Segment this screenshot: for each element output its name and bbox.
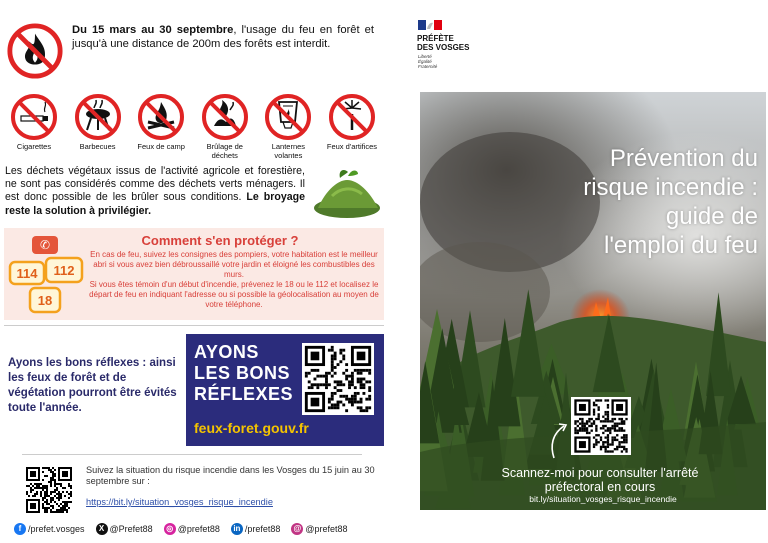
facebook-icon: f xyxy=(14,523,26,535)
social-link[interactable] xyxy=(14,523,85,535)
motto-line: Liberté xyxy=(418,54,432,59)
linkedin-icon: in xyxy=(231,523,243,535)
svg-text:✆: ✆ xyxy=(39,238,51,252)
emergency-number: 112 xyxy=(53,263,75,278)
scan-instruction: Scannez-moi pour consulter l'arrêté préfectoral en cours xyxy=(501,466,699,494)
republic-motto xyxy=(418,54,437,70)
decree-link[interactable]: bit.ly/situation_vosges_risque_incendie xyxy=(529,494,677,504)
forbidden-item xyxy=(4,92,64,160)
reflex-title-line: RÉFLEXES xyxy=(194,384,294,404)
fire-ban-intro: Du 15 mars au 30 septembre, l'usage du feu en forêt et jusqu'à une distance de 200m des forêts est interdit. xyxy=(72,24,374,50)
prefecture-name-line: PRÉFÈTE xyxy=(417,34,454,43)
emergency-number: 114 xyxy=(16,266,38,281)
barbecue-icon xyxy=(73,92,123,142)
instagram-icon: ◎ xyxy=(164,523,176,535)
marianne-logo-icon xyxy=(418,20,442,30)
reflex-qr-code[interactable] xyxy=(302,343,374,415)
motto-line: Égalité xyxy=(418,59,432,65)
forbidden-item-label: Cigarettes xyxy=(16,142,52,151)
social-handle: /prefet.vosges xyxy=(28,524,85,534)
cover-title-line: risque incendie : xyxy=(583,174,758,201)
cover-title xyxy=(500,144,758,260)
reflex-url-link[interactable]: feux-foret.gouv.fr xyxy=(194,420,309,436)
situation-link[interactable]: https://bit.ly/situation_vosges_risque_incendie xyxy=(86,497,273,507)
social-link[interactable] xyxy=(96,523,153,535)
no-fire-icon xyxy=(6,22,64,80)
forbidden-item xyxy=(195,92,255,160)
social-handle: @prefet88 xyxy=(177,524,220,534)
reflex-banner-title xyxy=(194,342,304,405)
vegetal-waste-paragraph: Les déchets végétaux issus de l'activité agricole et forestière, ne sont pas considérés comme des déchets verts ménagers. Il est donc possible de les brûler sous conditions. Le broyage reste la solution à privilégier. xyxy=(5,165,305,217)
fireworks-icon xyxy=(327,92,377,142)
cover-title-line: guide de xyxy=(665,203,758,230)
cover-title-line: l'emploi du feu xyxy=(603,232,758,259)
protection-paragraph-2: Si vous êtes témoin d'un début d'incendie, prévenez le 18 ou le 112 et localisez le départ de feu en indiquant l'adresse ou si possible la géolocalisation au moyen de votre téléphone. xyxy=(89,280,379,309)
forbidden-icons-row xyxy=(4,92,382,160)
protection-paragraph-1: En cas de feu, suivez les consignes des pompiers, votre habitation est le meilleur abri si vous avez bien débroussaillé votre jardin et éloigné les combustibles des murs. xyxy=(90,250,378,279)
prefecture-name-line: DES VOSGES xyxy=(417,43,470,52)
forbidden-item-label: Feux d'artifices xyxy=(326,142,378,151)
forbidden-item-label: Brûlage de déchets xyxy=(206,142,243,160)
forbidden-item xyxy=(258,92,318,160)
forbidden-item-label: Feux de camp xyxy=(137,142,185,151)
curved-arrow-icon xyxy=(548,420,570,460)
social-links xyxy=(14,523,348,535)
protection-title: Comment s'en protéger ? xyxy=(141,233,299,248)
social-handle: @Prefet88 xyxy=(109,524,153,534)
x-icon: X xyxy=(96,523,108,535)
reflex-message: Ayons les bons réflexes : ainsi les feux de forêt et de végétation pourront être évités toute l'année. xyxy=(8,357,177,414)
cigarette-icon xyxy=(9,92,59,142)
situation-text: Suivez la situation du risque incendie dans les Vosges du 15 juin au 30 septembre sur : xyxy=(86,465,375,486)
divider xyxy=(22,454,362,455)
social-link[interactable] xyxy=(164,523,220,535)
threads-icon: @ xyxy=(291,523,303,535)
protection-text xyxy=(86,250,382,310)
divider xyxy=(4,325,384,326)
emergency-number: 18 xyxy=(37,293,53,308)
forbidden-item xyxy=(131,92,191,160)
campfire-icon xyxy=(136,92,186,142)
motto-line: Fraternité xyxy=(418,64,438,70)
forbidden-item xyxy=(322,92,382,160)
reflex-title-line: LES BONS xyxy=(194,363,291,383)
social-handle: /prefet88 xyxy=(244,524,281,534)
prefecture-name xyxy=(417,34,469,52)
mulch-pile-icon xyxy=(312,166,382,221)
forbidden-item-label: Barbecues xyxy=(79,142,116,151)
decree-qr-code[interactable] xyxy=(571,397,631,455)
social-link[interactable] xyxy=(291,523,347,535)
situation-qr-code[interactable] xyxy=(24,465,74,515)
social-link[interactable] xyxy=(231,523,281,535)
sky-lantern-icon xyxy=(263,92,313,142)
cover-title-line: Prévention du xyxy=(609,145,758,172)
forbidden-item xyxy=(68,92,128,160)
burning-waste-icon xyxy=(200,92,250,142)
social-handle: @prefet88 xyxy=(305,524,348,534)
forbidden-item-label: Lanternes volantes xyxy=(271,142,306,160)
reflex-title-line: AYONS xyxy=(194,342,259,362)
emergency-numbers-icon xyxy=(8,234,86,318)
